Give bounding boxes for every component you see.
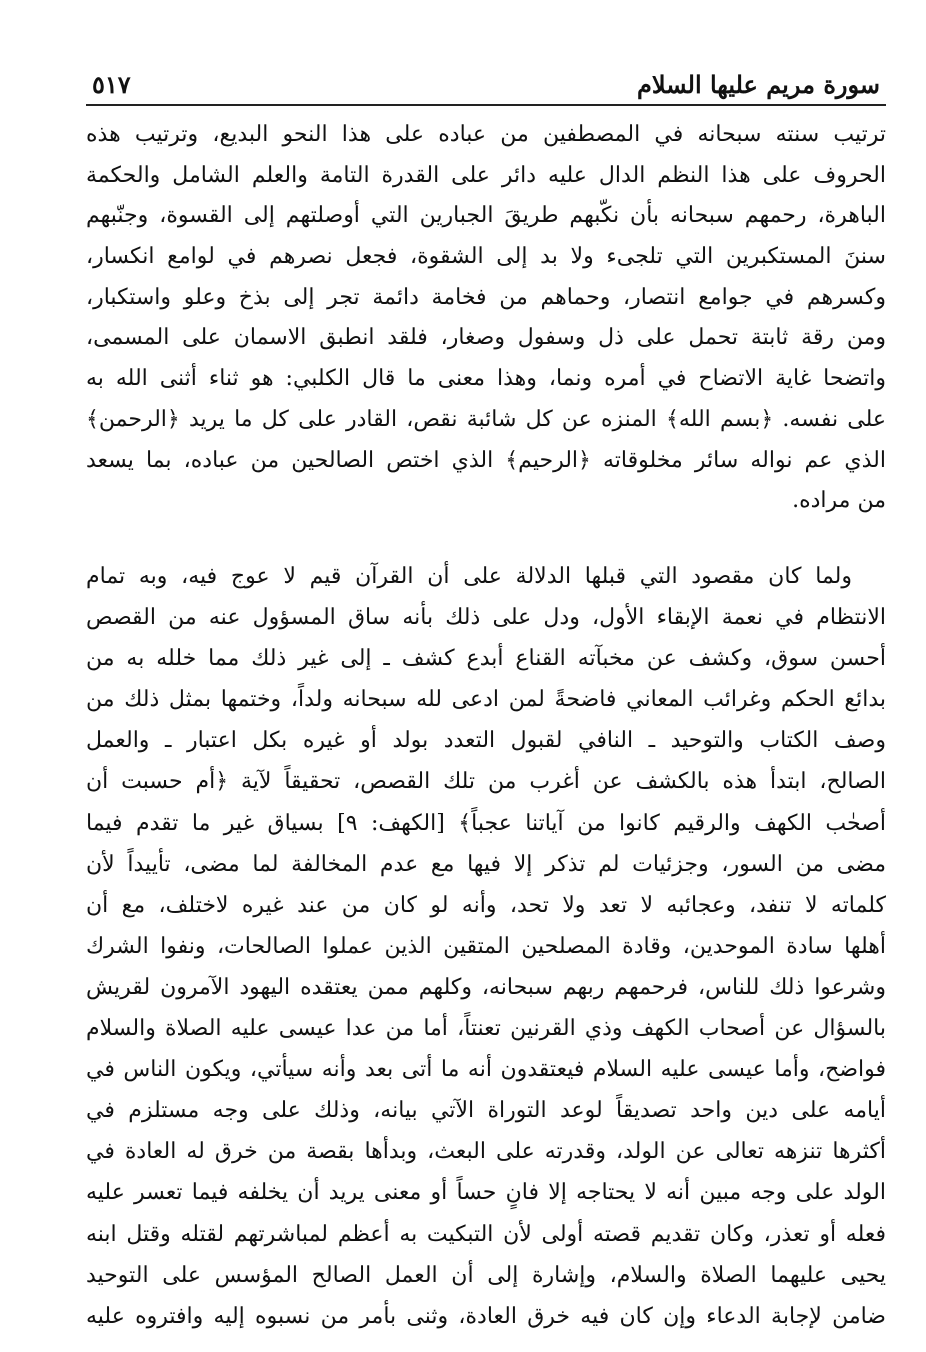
- text-line: الباهرة، رحمهم سبحانه بأن نكّبهم طريقَ الجبارين التي أوصلتهم إلى القسوة، وجنّبهم: [86, 203, 886, 229]
- text-line: ضامن لإجابة الدعاء وإن كان فيه خرق العادة، وثنى بأمر من نسبوه إليه وافتروه عليه: [86, 1303, 886, 1329]
- text-line: أحسن سوق، وكشف عن مخبآته القناع أبدع كشف ـ إلى غير ذلك مما خلله به من: [86, 646, 886, 672]
- paragraph-1: [86, 115, 886, 522]
- text-line: وكسرهم في جوامع انتصار، وحماهم من فخامة دائمة تجر إلى بذخ وعلو واستكبار،: [86, 284, 886, 310]
- page-header: [86, 58, 886, 104]
- text-line: كلماته لا تنفد، وعجائبه لا تعد ولا تحد، وأنه لو كان من عند غيره لاختلف، مع أن: [86, 892, 886, 918]
- text-line: أيامه على دين واحد تصديقاً لوعد التوراة الآتي بيانه، وذلك على وجه مستلزم في: [86, 1098, 886, 1124]
- text-line: أكثرها تنزهه تعالى عن الولد، وقدرته على البعث، وبدأها بقصة من خرق له العادة في: [86, 1139, 886, 1165]
- surah-title: سورة مريم عليها السلام: [637, 70, 880, 99]
- text-line: من مراده.: [792, 488, 886, 514]
- text-line: الحروف على هذا النظم الدال عليه دائر على القدرة التامة والعلم الشامل والحكمة: [86, 162, 886, 188]
- text-line: أصحٰب الكهف والرقيم كانوا من آياتنا عجباً﴾ [الكهف: ٩] بسياق غير ما تقدم فيما: [86, 810, 886, 836]
- text-line: أهلها سادة الموحدين، وقادة المصلحين المتقين الذين عملوا الصالحات، ونفوا الشرك: [86, 933, 886, 959]
- text-line: مضى من السور، وجزئيات لم تذكر إلا فيها مع عدم المخالفة لما مضى، تأييداً لأن: [86, 851, 886, 877]
- header-divider: [86, 104, 886, 106]
- text-line: ولما كان مقصود التي قبلها الدلالة على أن القرآن قيم لا عوج فيه، وبه تمام: [86, 564, 852, 589]
- text-line: الذي عم نواله سائر مخلوقاته ﴿الرحيم﴾ الذي اختص الصالحين من عباده، بما يسعد: [86, 447, 886, 473]
- text-line: ترتيب سنته سبحانه في المصطفين من عباده على هذا النحو البديع، وترتيب هذه: [86, 122, 886, 147]
- text-line: يحيى عليهما الصلاة والسلام، وإشارة إلى أن العمل الصالح المؤسس على التوحيد: [86, 1262, 886, 1288]
- text-line: الولد على وجه مبين أنه لا يحتاجه إلا فانٍ حساً أو معنى يريد أن يخلفه فيما تعسر عليه: [86, 1180, 886, 1206]
- text-line: سننَ المستكبرين التي تلجىء ولا بد إلى الشقوة، فجعل نصرهم في لوامع انكسار،: [86, 244, 886, 270]
- text-line: ومن رقة ثابتة تحمل على ذل وسفول وصغار، فلقد انطبق الاسمان على المسمى،: [86, 325, 886, 351]
- text-line: الانتظام في نعمة الإبقاء الأول، ودل على ذلك بأنه ساق المسؤول عنه من القصص: [86, 605, 886, 631]
- text-line: وشرعوا ذلك للناس، فرحمهم ربهم سبحانه، وكلهم ممن يعتقده اليهود الآمرون لقريش: [86, 974, 886, 1000]
- text-line: واتضحا غاية الاتضاح في أمره ونما، وهذا معنى ما قال الكلبي: هو ثناء أثنى الله به: [86, 366, 886, 392]
- text-line: الصالح، ابتدأ هذه بالكشف عن أغرب من تلك القصص، تحقيقاً لآية ﴿أم حسبت أن: [86, 769, 886, 795]
- text-line: فعله أو تعذر، وكان تقديم قصته أولى لأن التبكيت به أعظم لمباشرتهم لقتله وقتل ابنه: [86, 1221, 886, 1247]
- text-line: فواضح، وأما عيسى عليه السلام فيعتقدون أنه ما أتى بعد وأنه سيأتي، ويكون الناس في: [86, 1057, 886, 1083]
- text-line: بدائع الحكم وغرائب المعاني فاضحةً لمن ادعى لله سبحانه ولداً، وختمها بمثل ذلك من: [86, 687, 886, 713]
- text-line: على نفسه. ﴿بسم الله﴾ المنزه عن كل شائبة نقص، القادر على كل ما يريد ﴿الرحمن﴾: [86, 406, 886, 432]
- text-line: وصف الكتاب والتوحيد ـ النافي لقبول التعدد بولد أو غيره بكل اعتبار ـ والعمل: [86, 728, 886, 754]
- paragraph-2: [86, 556, 886, 1337]
- text-line: بالسؤال عن أصحاب الكهف وذي القرنين تعنتاً، أما من عدا عيسى عليه الصلاة والسلام: [86, 1016, 886, 1042]
- page-number: ٥١٧: [92, 70, 131, 99]
